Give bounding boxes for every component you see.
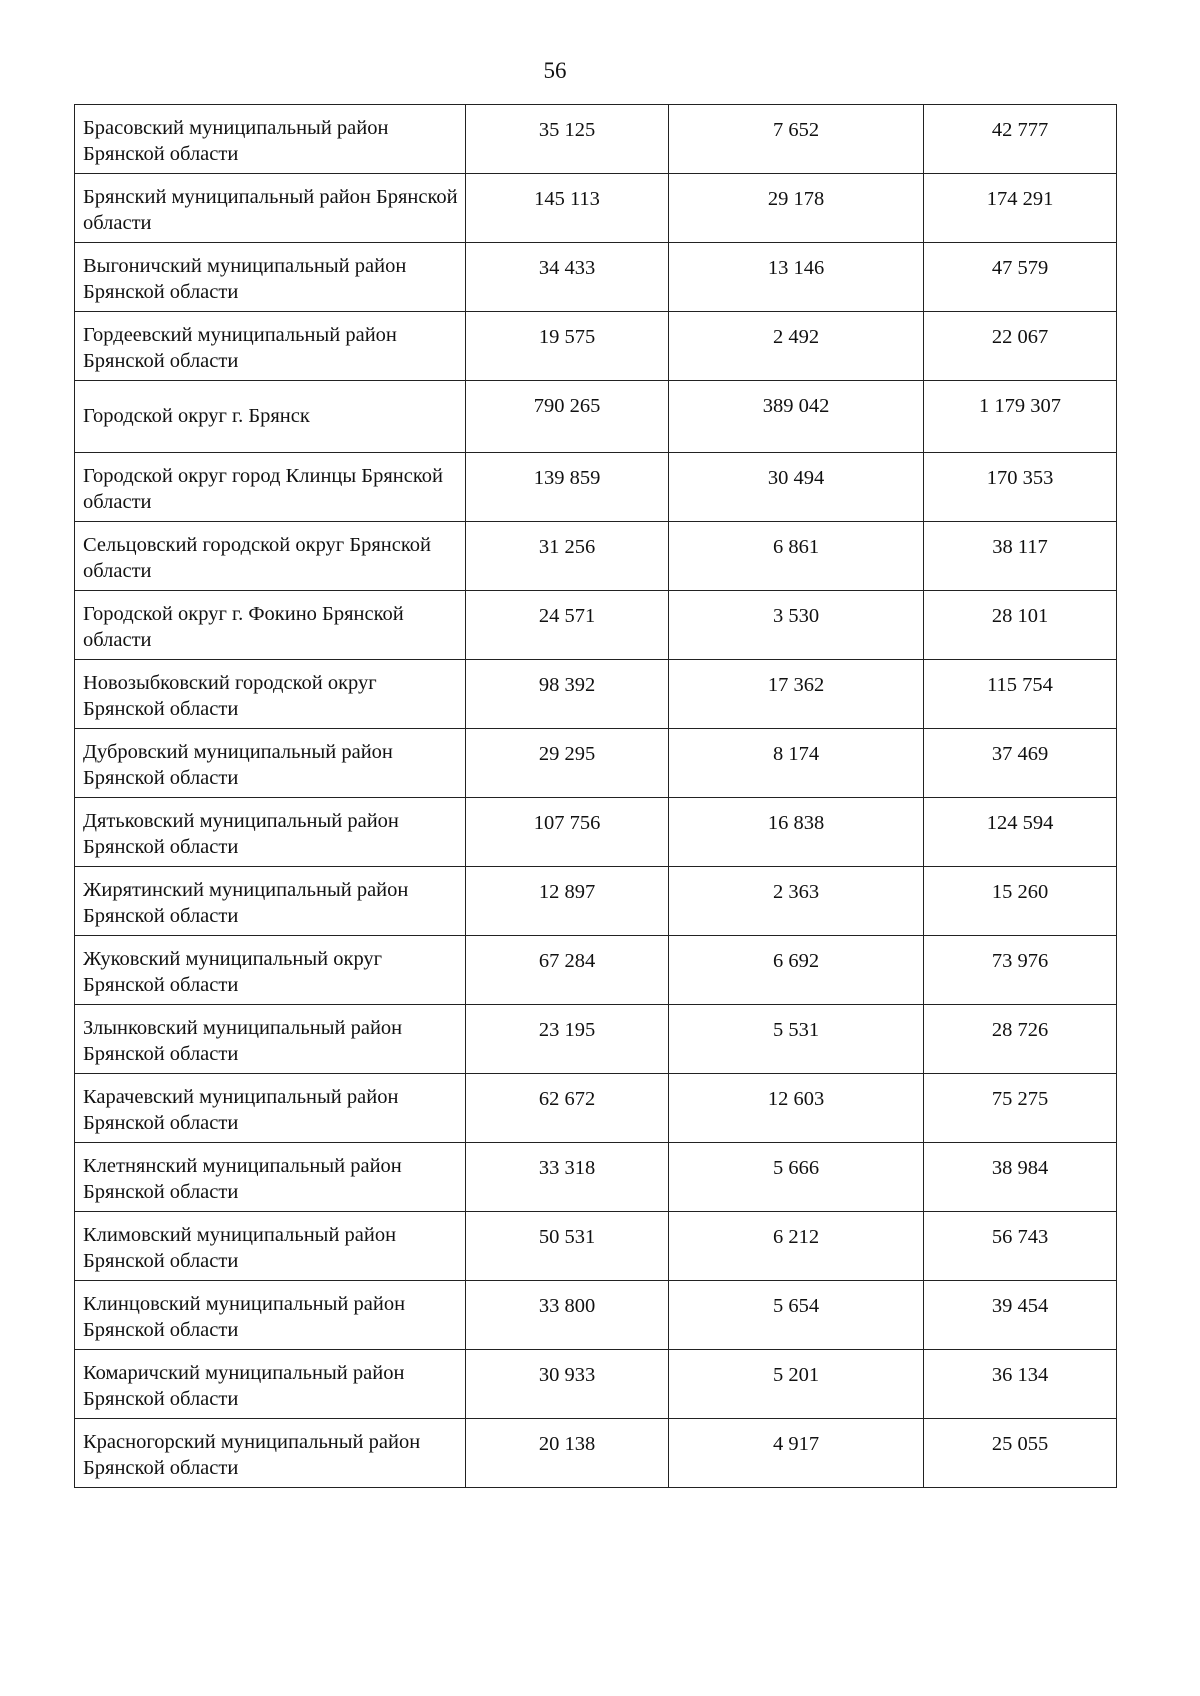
value-2: 2 492 bbox=[669, 312, 924, 381]
value-total: 124 594 bbox=[924, 798, 1117, 867]
value-2: 3 530 bbox=[669, 591, 924, 660]
value-1: 24 571 bbox=[466, 591, 669, 660]
municipality-name: Брасовский муниципальный район Брянской области bbox=[75, 105, 466, 174]
value-1: 67 284 bbox=[466, 936, 669, 1005]
municipality-name: Дубровский муниципальный район Брянской области bbox=[75, 729, 466, 798]
municipality-name: Жуковский муниципальный округ Брянской области bbox=[75, 936, 466, 1005]
value-1: 19 575 bbox=[466, 312, 669, 381]
value-2: 13 146 bbox=[669, 243, 924, 312]
municipality-name: Карачевский муниципальный район Брянской области bbox=[75, 1074, 466, 1143]
municipality-name: Дятьковский муниципальный район Брянской области bbox=[75, 798, 466, 867]
value-1: 790 265 bbox=[466, 381, 669, 453]
value-1: 145 113 bbox=[466, 174, 669, 243]
table-row bbox=[75, 729, 1117, 798]
table-row bbox=[75, 453, 1117, 522]
value-1: 31 256 bbox=[466, 522, 669, 591]
value-total: 15 260 bbox=[924, 867, 1117, 936]
value-total: 38 117 bbox=[924, 522, 1117, 591]
value-total: 38 984 bbox=[924, 1143, 1117, 1212]
value-total: 56 743 bbox=[924, 1212, 1117, 1281]
municipality-name: Брянский муниципальный район Брянской области bbox=[75, 174, 466, 243]
value-total: 22 067 bbox=[924, 312, 1117, 381]
value-2: 6 212 bbox=[669, 1212, 924, 1281]
value-2: 17 362 bbox=[669, 660, 924, 729]
value-total: 28 726 bbox=[924, 1005, 1117, 1074]
value-2: 5 201 bbox=[669, 1350, 924, 1419]
municipality-name: Сельцовский городской округ Брянской области bbox=[75, 522, 466, 591]
table-row bbox=[75, 936, 1117, 1005]
value-1: 98 392 bbox=[466, 660, 669, 729]
value-1: 107 756 bbox=[466, 798, 669, 867]
table-row bbox=[75, 1074, 1117, 1143]
table-row bbox=[75, 660, 1117, 729]
value-1: 50 531 bbox=[466, 1212, 669, 1281]
municipality-name: Городской округ город Клинцы Брянской области bbox=[75, 453, 466, 522]
value-total: 42 777 bbox=[924, 105, 1117, 174]
table-row bbox=[75, 1419, 1117, 1488]
value-1: 20 138 bbox=[466, 1419, 669, 1488]
value-2: 12 603 bbox=[669, 1074, 924, 1143]
value-1: 12 897 bbox=[466, 867, 669, 936]
value-1: 29 295 bbox=[466, 729, 669, 798]
table-row bbox=[75, 522, 1117, 591]
value-total: 75 275 bbox=[924, 1074, 1117, 1143]
value-2: 29 178 bbox=[669, 174, 924, 243]
table-row bbox=[75, 1143, 1117, 1212]
value-1: 139 859 bbox=[466, 453, 669, 522]
value-1: 35 125 bbox=[466, 105, 669, 174]
municipality-name: Гордеевский муниципальный район Брянской области bbox=[75, 312, 466, 381]
table-row bbox=[75, 174, 1117, 243]
table-row bbox=[75, 867, 1117, 936]
value-total: 1 179 307 bbox=[924, 381, 1117, 453]
municipality-name: Клетнянский муниципальный район Брянской области bbox=[75, 1143, 466, 1212]
table-row bbox=[75, 591, 1117, 660]
value-total: 39 454 bbox=[924, 1281, 1117, 1350]
value-1: 62 672 bbox=[466, 1074, 669, 1143]
value-total: 73 976 bbox=[924, 936, 1117, 1005]
table-row bbox=[75, 798, 1117, 867]
table-row bbox=[75, 105, 1117, 174]
value-2: 2 363 bbox=[669, 867, 924, 936]
municipality-name: Выгоничский муниципальный район Брянской области bbox=[75, 243, 466, 312]
value-2: 389 042 bbox=[669, 381, 924, 453]
municipality-name: Клинцовский муниципальный район Брянской области bbox=[75, 1281, 466, 1350]
value-2: 5 666 bbox=[669, 1143, 924, 1212]
value-2: 5 654 bbox=[669, 1281, 924, 1350]
value-1: 34 433 bbox=[466, 243, 669, 312]
table-row bbox=[75, 1005, 1117, 1074]
value-1: 33 318 bbox=[466, 1143, 669, 1212]
municipality-name: Климовский муниципальный район Брянской области bbox=[75, 1212, 466, 1281]
municipality-name: Красногорский муниципальный район Брянской области bbox=[75, 1419, 466, 1488]
value-total: 37 469 bbox=[924, 729, 1117, 798]
value-1: 23 195 bbox=[466, 1005, 669, 1074]
value-2: 4 917 bbox=[669, 1419, 924, 1488]
table-row bbox=[75, 1350, 1117, 1419]
table-row bbox=[75, 243, 1117, 312]
value-total: 174 291 bbox=[924, 174, 1117, 243]
municipality-name: Городской округ г. Брянск bbox=[75, 381, 466, 453]
value-2: 30 494 bbox=[669, 453, 924, 522]
value-total: 28 101 bbox=[924, 591, 1117, 660]
value-total: 47 579 bbox=[924, 243, 1117, 312]
table-row bbox=[75, 1212, 1117, 1281]
value-1: 30 933 bbox=[466, 1350, 669, 1419]
page-number: 56 bbox=[543, 58, 567, 83]
municipality-name: Комаричский муниципальный район Брянской области bbox=[75, 1350, 466, 1419]
municipality-name: Городской округ г. Фокино Брянской области bbox=[75, 591, 466, 660]
value-1: 33 800 bbox=[466, 1281, 669, 1350]
table-row bbox=[75, 312, 1117, 381]
table-row bbox=[75, 381, 1117, 453]
value-2: 7 652 bbox=[669, 105, 924, 174]
value-total: 170 353 bbox=[924, 453, 1117, 522]
value-total: 36 134 bbox=[924, 1350, 1117, 1419]
value-2: 16 838 bbox=[669, 798, 924, 867]
municipality-name: Жирятинский муниципальный район Брянской области bbox=[75, 867, 466, 936]
table-row bbox=[75, 1281, 1117, 1350]
value-2: 8 174 bbox=[669, 729, 924, 798]
value-2: 6 692 bbox=[669, 936, 924, 1005]
value-2: 6 861 bbox=[669, 522, 924, 591]
budget-table bbox=[74, 104, 1117, 1488]
value-2: 5 531 bbox=[669, 1005, 924, 1074]
table-body bbox=[75, 105, 1117, 1488]
municipality-name: Злынковский муниципальный район Брянской области bbox=[75, 1005, 466, 1074]
value-total: 25 055 bbox=[924, 1419, 1117, 1488]
value-total: 115 754 bbox=[924, 660, 1117, 729]
municipality-name: Новозыбковский городской округ Брянской области bbox=[75, 660, 466, 729]
